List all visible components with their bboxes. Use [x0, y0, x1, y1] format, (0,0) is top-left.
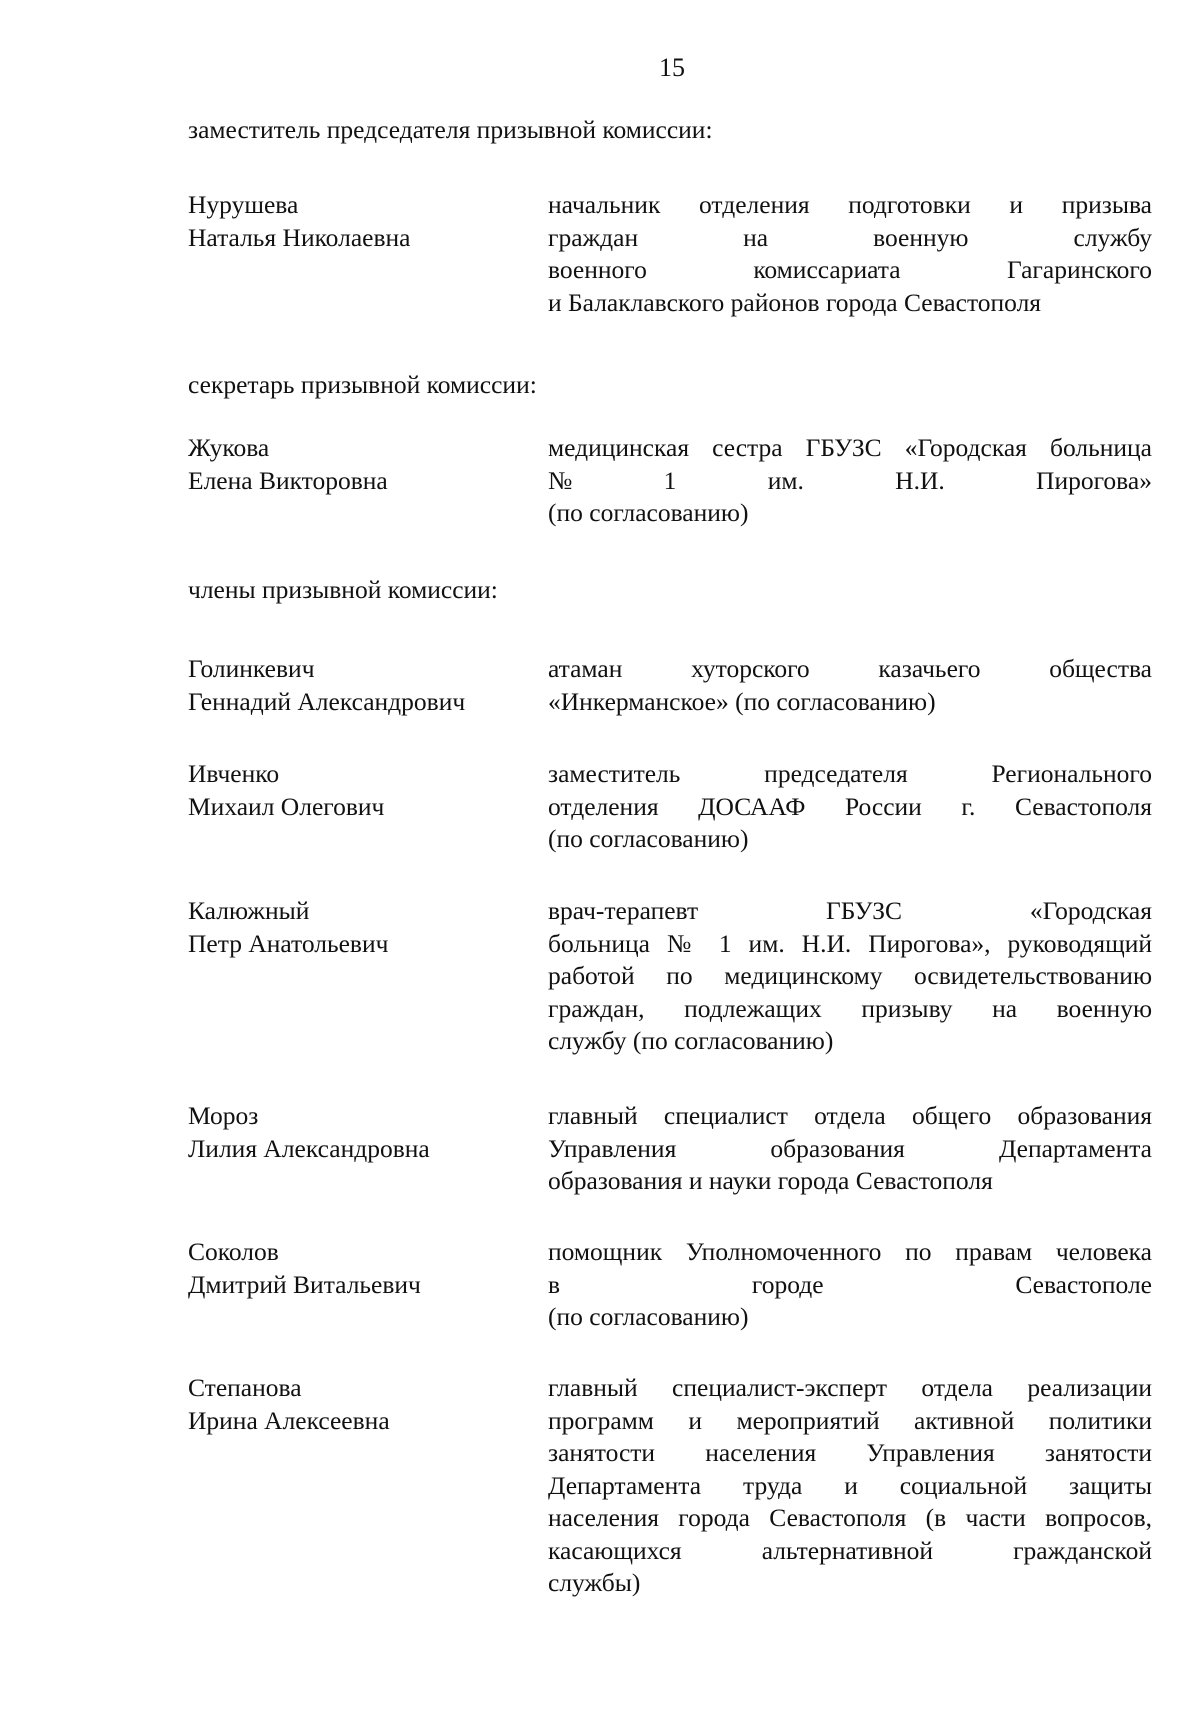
person-given-name: Петр Анатольевич [188, 928, 389, 958]
position-line: службы) [548, 1568, 641, 1597]
person-position-moroz [548, 1100, 1152, 1198]
position-line: больница № 1 им. Н.И. Пирогова», руководящий [548, 928, 1152, 958]
person-name-golinkevich [188, 653, 465, 718]
members-heading: члены призывной комиссии: [188, 575, 498, 604]
person-given-name: Дмитрий Витальевич [188, 1269, 421, 1299]
position-line: и Балаклавского районов города Севастополя [548, 287, 1042, 317]
person-position-kalyuzhny [548, 895, 1152, 1058]
person-surname: Калюжный [188, 896, 310, 925]
person-position-stepanova [548, 1372, 1152, 1600]
position-line: главный специалист-эксперт отдела реализации [548, 1373, 1152, 1402]
person-name-moroz [188, 1100, 430, 1165]
position-line: отделения ДОСААФ России г. Севастополя [548, 791, 1152, 821]
position-line: № 1 им. Н.И. Пирогова» [548, 465, 1152, 495]
person-given-name: Елена Викторовна [188, 465, 388, 495]
position-line: начальник отделения подготовки и призыва [548, 190, 1152, 219]
position-line: занятости населения Управления занятости [548, 1438, 1152, 1467]
position-line: касающихся альтернативной гражданской [548, 1535, 1152, 1565]
position-line: программ и мероприятий активной политики [548, 1405, 1152, 1435]
position-line: в городе Севастополе [548, 1269, 1152, 1299]
page-number: 15 [659, 53, 685, 82]
person-given-name: Наталья Николаевна [188, 222, 411, 252]
position-line: медицинская сестра ГБУЗС «Городская больница [548, 433, 1152, 462]
person-surname: Ивченко [188, 759, 280, 788]
position-line: (по согласованию) [548, 824, 749, 853]
person-surname: Жукова [188, 433, 270, 462]
person-surname: Мороз [188, 1101, 259, 1130]
person-name-nurusheva [188, 189, 410, 254]
position-line: службу (по согласованию) [548, 1026, 834, 1055]
person-given-name: Лилия Александровна [188, 1133, 430, 1163]
person-name-ivchenko [188, 758, 384, 823]
position-line: военного комиссариата Гагаринского [548, 255, 1152, 284]
position-line: атаман хуторского казачьего общества [548, 654, 1152, 683]
person-position-zhukova [548, 432, 1152, 530]
person-position-nurusheva [548, 189, 1152, 319]
person-given-name: Михаил Олегович [188, 791, 385, 821]
secretary-heading: секретарь призывной комиссии: [188, 370, 537, 399]
person-position-golinkevich [548, 653, 1152, 718]
person-surname: Соколов [188, 1237, 279, 1266]
position-line: заместитель председателя Регионального [548, 759, 1152, 788]
person-name-stepanova [188, 1372, 390, 1437]
person-given-name: Ирина Алексеевна [188, 1405, 390, 1435]
position-line: (по согласованию) [548, 1302, 749, 1331]
position-line: главный специалист отдела общего образования [548, 1101, 1152, 1130]
person-surname: Нурушева [188, 190, 299, 219]
position-line: «Инкерманское» (по согласованию) [548, 686, 936, 716]
position-line: граждан на военную службу [548, 222, 1152, 252]
position-line: Управления образования Департамента [548, 1133, 1152, 1163]
position-line: помощник Уполномоченного по правам человека [548, 1237, 1152, 1266]
person-surname: Степанова [188, 1373, 302, 1402]
person-name-zhukova [188, 432, 388, 497]
person-name-sokolov [188, 1236, 421, 1301]
deputy-chairman-heading: заместитель председателя призывной комиссии: [188, 115, 713, 144]
person-surname: Голинкевич [188, 654, 315, 683]
position-line: Департамента труда и социальной защиты [548, 1470, 1152, 1500]
person-given-name: Геннадий Александрович [188, 686, 466, 716]
position-line: (по согласованию) [548, 498, 749, 527]
position-line: образования и науки города Севастополя [548, 1166, 993, 1195]
person-position-ivchenko [548, 758, 1152, 856]
position-line: граждан, подлежащих призыву на военную [548, 993, 1152, 1023]
position-line: врач-терапевт ГБУЗС «Городская [548, 896, 1152, 925]
position-line: работой по медицинскому освидетельствованию [548, 961, 1152, 990]
person-position-sokolov [548, 1236, 1152, 1334]
person-name-kalyuzhny [188, 895, 388, 960]
position-line: населения города Севастополя (в части вопросов, [548, 1503, 1152, 1532]
